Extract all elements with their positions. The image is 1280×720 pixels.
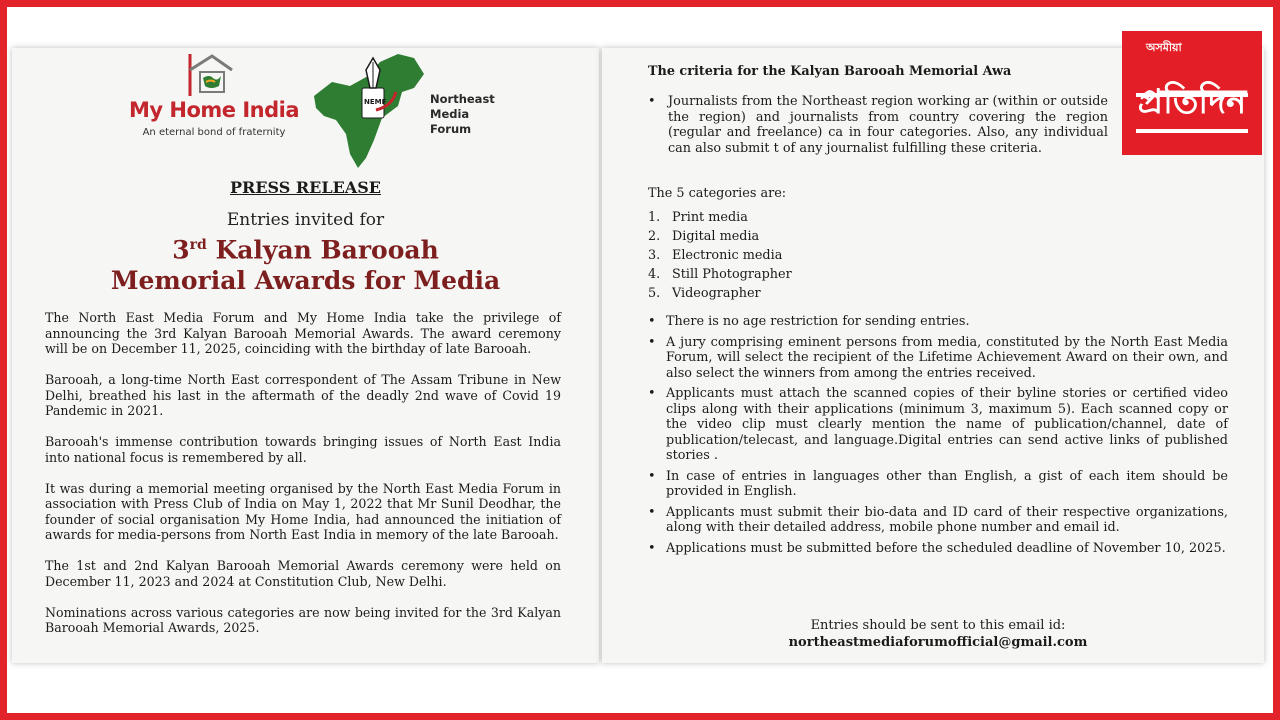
category-label: Electronic media bbox=[672, 248, 783, 263]
my-home-india-name: My Home India bbox=[128, 98, 299, 122]
criteria-heading: The criteria for the Kalyan Barooah Memorial Awa bbox=[648, 64, 1012, 79]
bullet: • bbox=[648, 468, 656, 484]
category-item bbox=[648, 265, 792, 284]
rule-text: A jury comprising eminent persons from media, constituted by the North East Media Forum, will select the recipient of the Lifetime Achievement Award on their own, and also select the winners from among the entries received. bbox=[666, 334, 1228, 381]
rules-list bbox=[648, 314, 1228, 561]
award-title-line-2: Memorial Awards for Media bbox=[110, 266, 501, 296]
award-title-line-1 bbox=[12, 230, 599, 265]
logo-main-text: প্রতিদিন bbox=[1137, 82, 1247, 122]
my-home-india-logo bbox=[124, 48, 304, 143]
award-title-rest: Kalyan Barooah bbox=[206, 235, 439, 265]
rule-text: In case of entries in languages other than English, a gist of each item should be provided in English. bbox=[666, 468, 1228, 499]
category-item bbox=[648, 208, 792, 227]
category-label: Digital media bbox=[672, 229, 760, 244]
bullet: • bbox=[648, 334, 656, 350]
rule-item bbox=[648, 386, 1228, 464]
press-release-page-left bbox=[12, 48, 599, 663]
award-ordinal: 3 bbox=[172, 235, 190, 265]
body-paragraph: The North East Media Forum and My Home India take the privilege of announcing the 3rd Kalyan Barooah Memorial Awards. The award ceremony will be on December 11, 2025, coinciding with the birthday of late Barooah. bbox=[45, 310, 561, 356]
nemf-line-3: Forum bbox=[430, 122, 472, 136]
rule-text: Applicants must attach the scanned copies of their byline stories or certified video clips along with their applications (minimum 3, maximum 5). Each scanned copy or the video clip must clearly mention the name of publication/channel, date of publication/telecast, and language.Digital entries can send active links of published stories . bbox=[666, 386, 1228, 463]
entries-invited-line: Entries invited for bbox=[226, 210, 385, 230]
nemf-line-2: Media bbox=[430, 107, 470, 121]
category-item bbox=[648, 227, 792, 246]
rule-text: There is no age restriction for sending entries. bbox=[666, 314, 970, 329]
logo-small-text: অসমীয়া bbox=[1146, 41, 1182, 54]
bullet: • bbox=[648, 314, 656, 329]
bullet: • bbox=[648, 386, 656, 401]
rule-item bbox=[648, 541, 1228, 557]
category-number: 5. bbox=[648, 286, 661, 301]
northeast-map-icon bbox=[310, 48, 430, 173]
pratidin-wordmark-icon bbox=[1122, 53, 1262, 153]
bullet: • bbox=[648, 94, 656, 109]
award-title bbox=[12, 230, 599, 296]
body-paragraph: Nominations across various categories are now being invited for the 3rd Kalyan Barooah Memorial Awards, 2025. bbox=[45, 604, 561, 635]
nemf-line-1: Northeast bbox=[430, 92, 495, 106]
body-paragraph: Barooah's immense contribution towards bringing issues of North East India into national focus is remembered by all. bbox=[45, 434, 561, 465]
rule-item bbox=[648, 469, 1228, 500]
category-label: Print media bbox=[672, 210, 748, 225]
nemf-logo bbox=[310, 48, 495, 173]
press-release-title: PRESS RELEASE bbox=[230, 178, 381, 197]
category-label: Videographer bbox=[672, 286, 761, 301]
award-ordinal-suffix: rd bbox=[189, 237, 207, 253]
bullet: • bbox=[648, 540, 656, 556]
send-to-line: Entries should be sent to this email id: bbox=[810, 618, 1066, 633]
rule-item bbox=[648, 335, 1228, 382]
contact-email: northeastmediaforumofficial@gmail.com bbox=[788, 635, 1088, 650]
rule-text: Applications must be submitted before the scheduled deadline of November 10, 2025. bbox=[666, 540, 1226, 556]
my-home-india-tagline: An eternal bond of fraternity bbox=[142, 127, 286, 138]
bullet: • bbox=[648, 504, 656, 520]
categories-list bbox=[648, 208, 792, 303]
body-paragraph: The 1st and 2nd Kalyan Barooah Memorial Awards ceremony were held on December 11, 2023 and 2024 at Constitution Club, New Delhi. bbox=[45, 558, 561, 589]
categories-heading: The 5 categories are: bbox=[648, 186, 787, 201]
category-number: 1. bbox=[648, 210, 661, 225]
category-number: 2. bbox=[648, 229, 661, 244]
rule-item bbox=[648, 314, 1228, 330]
rule-item bbox=[648, 505, 1228, 536]
nemf-name bbox=[430, 92, 510, 137]
category-item bbox=[648, 246, 792, 265]
nemf-badge-text: NEMF bbox=[364, 98, 387, 106]
criteria-text: Journalists from the Northeast region working ar (within or outside the region) and journalists from country covering the region (regular and freelance) ca in four categories. Also, any individual can also submit t of any journalist fulfilling these criteria. bbox=[668, 94, 1108, 156]
body-paragraph: It was during a memorial meeting organised by the North East Media Forum in association with Press Club of India on May 1, 2022 that Mr Sunil Deodhar, the founder of social organisation My Home India, had announced the initiation of awards for media-persons from North East India in memory of the late Barooah. bbox=[45, 480, 561, 542]
category-number: 3. bbox=[648, 248, 661, 263]
category-number: 4. bbox=[648, 267, 661, 282]
category-item bbox=[648, 284, 792, 303]
rule-text: Applicants must submit their bio-data and ID card of their respective organizations, along with their detailed address, mobile phone number and email id. bbox=[666, 504, 1228, 535]
body-paragraph: Barooah, a long-time North East correspondent of The Assam Tribune in New Delhi, breathed his last in the aftermath of the deadly 2nd wave of Covid 19 Pandemic in 2021. bbox=[45, 372, 561, 418]
house-icon bbox=[186, 50, 236, 100]
press-release-body bbox=[45, 310, 561, 651]
category-label: Still Photographer bbox=[672, 267, 792, 282]
criteria-item bbox=[648, 94, 1108, 156]
asomiya-pratidin-logo bbox=[1122, 31, 1262, 155]
